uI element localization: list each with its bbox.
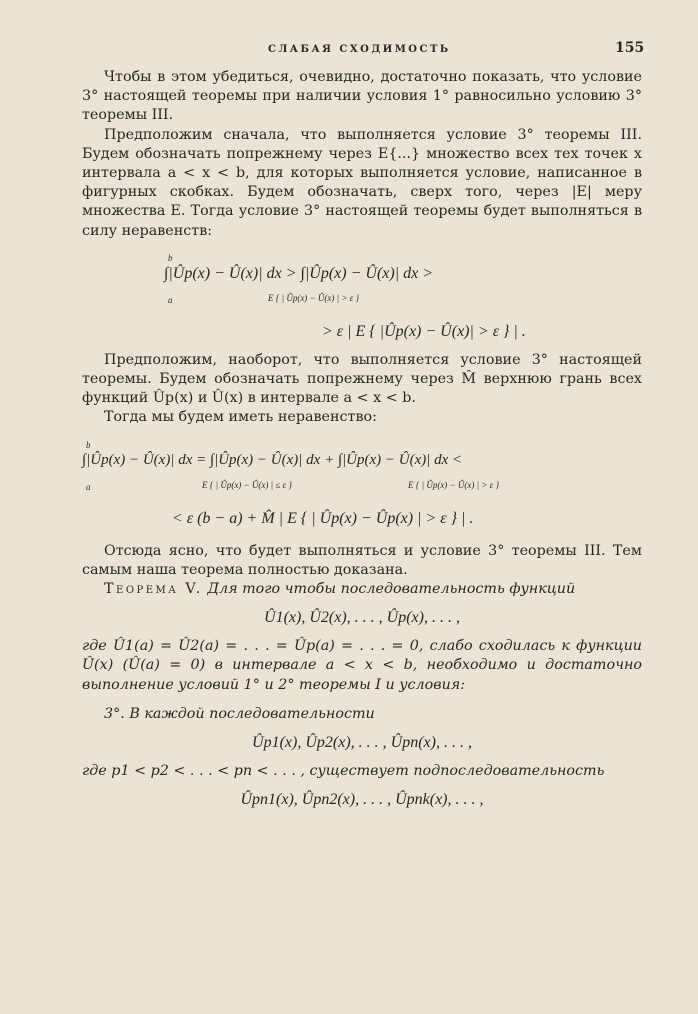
page-header: [0, 38, 698, 60]
paragraph-5: Отсюда ясно, что будет выполняться и условие 3° теоремы III. Тем самым наша теорема полностью доказана.: [82, 542, 642, 578]
f1-line-1: ∫|Ûp(x) − Û(x)| dx > ∫|Ûp(x) − Û(x)| dx >: [164, 264, 433, 282]
condition-3: [82, 705, 642, 724]
f2-subscript-2: E { | Ûp(x) − Û(x) | > ε }: [408, 479, 500, 490]
sequence-3: Ûpn1(x), Ûpn2(x), . . . , Ûpnk(x), . . . ,: [240, 791, 484, 809]
sequence-2: Ûp1(x), Ûp2(x), . . . , Ûpn(x), . . . ,: [252, 734, 472, 752]
theorem-5: [82, 580, 642, 599]
sequence-1: Û1(x), Û2(x), . . . , Ûp(x), . . . ,: [264, 609, 460, 627]
condition-3-text: 3°. В каждой последовательности: [104, 705, 375, 722]
f2-subscript-1: E { | Ûp(x) − Û(x) | ≤ ε }: [202, 479, 292, 490]
theorem-text: Для того чтобы последовательность функций: [207, 581, 576, 598]
f1-upper-limit: b: [168, 252, 173, 263]
f2-line-2: < ε (b − a) + M̂ | E { | Ûp(x) − Ûp(x) | > ε } | .: [172, 509, 474, 527]
f2-lower-limit: a: [86, 481, 91, 492]
theorem-label: Теорема V.: [104, 581, 203, 598]
formula-1: [82, 251, 642, 351]
paragraph-7: где p1 < p2 < . . . < pn < . . . , существует подпоследовательность: [82, 763, 605, 780]
f1-line-2: > ε | E { |Ûp(x) − Û(x)| > ε } | .: [322, 322, 526, 340]
running-title: СЛАБАЯ СХОДИМОСТЬ: [268, 44, 451, 55]
formula-2: [82, 438, 642, 542]
page-body: [82, 68, 642, 809]
paragraph-1: Чтобы в этом убедиться, очевидно, достаточно показать, что условие 3° настоящей теоремы при наличии условия 1° равносильно условию 3° теоремы III.: [82, 69, 642, 124]
paragraph-6: где Û1(a) = Û2(a) = . . . = Ûp(a) = . . . = 0, слабо сходилась к функции Û(x) (Û(a) = 0) в интервале a < x < b, необходимо и достаточно выполнение условий 1° и 2° теоремы I и условия:: [82, 638, 642, 693]
f1-subscript: E { | Ûp(x) − Û(x) | > ε }: [268, 292, 360, 303]
paragraph-4: Тогда мы будем иметь неравенство:: [104, 409, 377, 426]
f1-lower-limit: a: [168, 294, 173, 305]
page-number: 155: [615, 40, 645, 56]
f2-upper-limit: b: [86, 439, 91, 450]
f2-line-1: ∫|Ûp(x) − Û(x)| dx = ∫|Ûp(x) − Û(x)| dx + ∫|Ûp(x) − Û(x)| dx <: [82, 451, 463, 468]
paragraph-3: Предположим, наоборот, что выполняется условие 3° настоящей теоремы. Будем обозначать попрежнему через M̂ верхнюю грань всех функций Ûp(x) и Û(x) в интервале a < x < b.: [82, 351, 642, 407]
paragraph-2: Предположим сначала, что выполняется условие 3° теоремы III. Будем обозначать попрежнему через E{...} множество всех тех точек x интервала a < x < b, для которых выполняется условие, написанное в фигурных скобках. Будем обозначать, сверх того, через |E| меру множества E. Тогда условие 3° настоящей теоремы будет выполняться в силу неравенств:: [82, 126, 642, 239]
